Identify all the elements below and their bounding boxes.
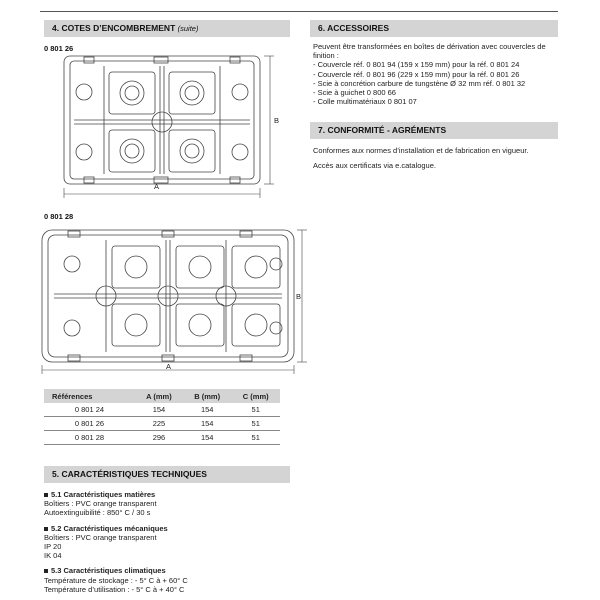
column-header: Références — [44, 389, 135, 403]
subsection-5-2-title — [44, 524, 294, 533]
subsection-5-1-title — [44, 490, 294, 499]
subsection-5-3-label: 5.3 Caractéristiques climatiques — [51, 566, 166, 576]
text-line: Conformes aux normes d’installation et de fabrication en vigueur. — [313, 146, 529, 155]
table-cell: 225 — [135, 417, 183, 431]
list-item: - Colle multimatériaux 0 801 07 — [313, 97, 417, 107]
table-row — [44, 403, 280, 417]
section-4-header — [44, 20, 290, 37]
text-line: IK 04 — [44, 551, 62, 561]
table-cell: 154 — [183, 417, 232, 431]
text-line: Boîtiers : PVC orange transparent — [44, 532, 157, 542]
table-cell: 154 — [135, 403, 183, 417]
drawing-2-dim-b: B — [296, 292, 302, 301]
column-header: A (mm) — [135, 389, 183, 403]
bullet-icon — [44, 569, 48, 573]
section-5-body — [44, 490, 294, 594]
table-cell: 51 — [231, 403, 280, 417]
box-drawing-0801-26 — [44, 52, 284, 202]
section-7-body — [313, 146, 563, 170]
table-cell: 0 801 28 — [44, 431, 135, 445]
table-cell: 154 — [183, 431, 232, 445]
drawing-1-ref: 0 801 26 — [44, 44, 74, 53]
section-6-header — [310, 20, 558, 37]
list-item: - Couvercle réf. 0 801 96 (229 x 159 mm) pour la réf. 0 801 26 — [313, 69, 520, 79]
text-line: Peuvent être transformées en boîtes de dérivation avec couvercles de — [313, 42, 546, 51]
subsection-5-3-title — [44, 566, 294, 575]
drawing-2-ref: 0 801 28 — [44, 212, 74, 221]
section-7-title: 7. CONFORMITÉ - AGRÉMENTS — [318, 125, 447, 135]
table-row — [44, 431, 280, 445]
drawing-2-dim-a: A — [166, 362, 172, 371]
drawing-1-dim-b: B — [274, 116, 280, 125]
top-rule — [40, 11, 558, 12]
text-line: Boîtiers : PVC orange transparent — [44, 499, 157, 509]
table-cell: 51 — [231, 431, 280, 445]
section-7-header — [310, 122, 558, 139]
text-line: finition : — [313, 51, 339, 61]
table-cell: 296 — [135, 431, 183, 445]
subsection-5-2-label: 5.2 Caractéristiques mécaniques — [51, 523, 168, 533]
section-5-title: 5. CARACTÉRISTIQUES TECHNIQUES — [52, 469, 207, 479]
table-row — [44, 417, 280, 431]
table-cell: 51 — [231, 417, 280, 431]
text-line: Accès aux certificats via e.catalogue. — [313, 161, 436, 171]
text-line: Température de stockage : - 5° C à + 60° C — [44, 575, 188, 585]
table-header-row — [44, 389, 280, 403]
table-cell: 0 801 24 — [44, 403, 135, 417]
list-item: - Couvercle réf. 0 801 94 (159 x 159 mm) pour la réf. 0 801 24 — [313, 60, 520, 70]
table-cell: 154 — [183, 403, 232, 417]
column-header: C (mm) — [231, 389, 280, 403]
list-item: - Scie à concrétion carbure de tungstène Ø 32 mm réf. 0 801 32 — [313, 78, 526, 88]
bullet-icon — [44, 527, 48, 531]
list-item: - Scie à guichet 0 800 66 — [313, 88, 396, 98]
section-5-header — [44, 466, 290, 483]
drawing-1-dim-a: A — [154, 182, 160, 191]
section-6-body — [313, 42, 563, 106]
section-4-title: 4. COTES D’ENCOMBREMENT — [52, 23, 176, 33]
subsection-5-1-label: 5.1 Caractéristiques matières — [51, 490, 156, 499]
table-cell: 0 801 26 — [44, 417, 135, 431]
text-line: IP 20 — [44, 542, 62, 552]
box-drawing-0801-28 — [40, 224, 310, 374]
section-6-title: 6. ACCESSOIRES — [318, 23, 390, 33]
bullet-icon — [44, 493, 48, 497]
text-line: Autoextinguibilité : 850° C / 30 s — [44, 508, 151, 518]
column-header: B (mm) — [183, 389, 232, 403]
text-line: Température d’utilisation : - 5° C à + 40° C — [44, 584, 185, 594]
section-4-note: (suite) — [177, 24, 199, 33]
dimensions-table — [44, 389, 280, 445]
